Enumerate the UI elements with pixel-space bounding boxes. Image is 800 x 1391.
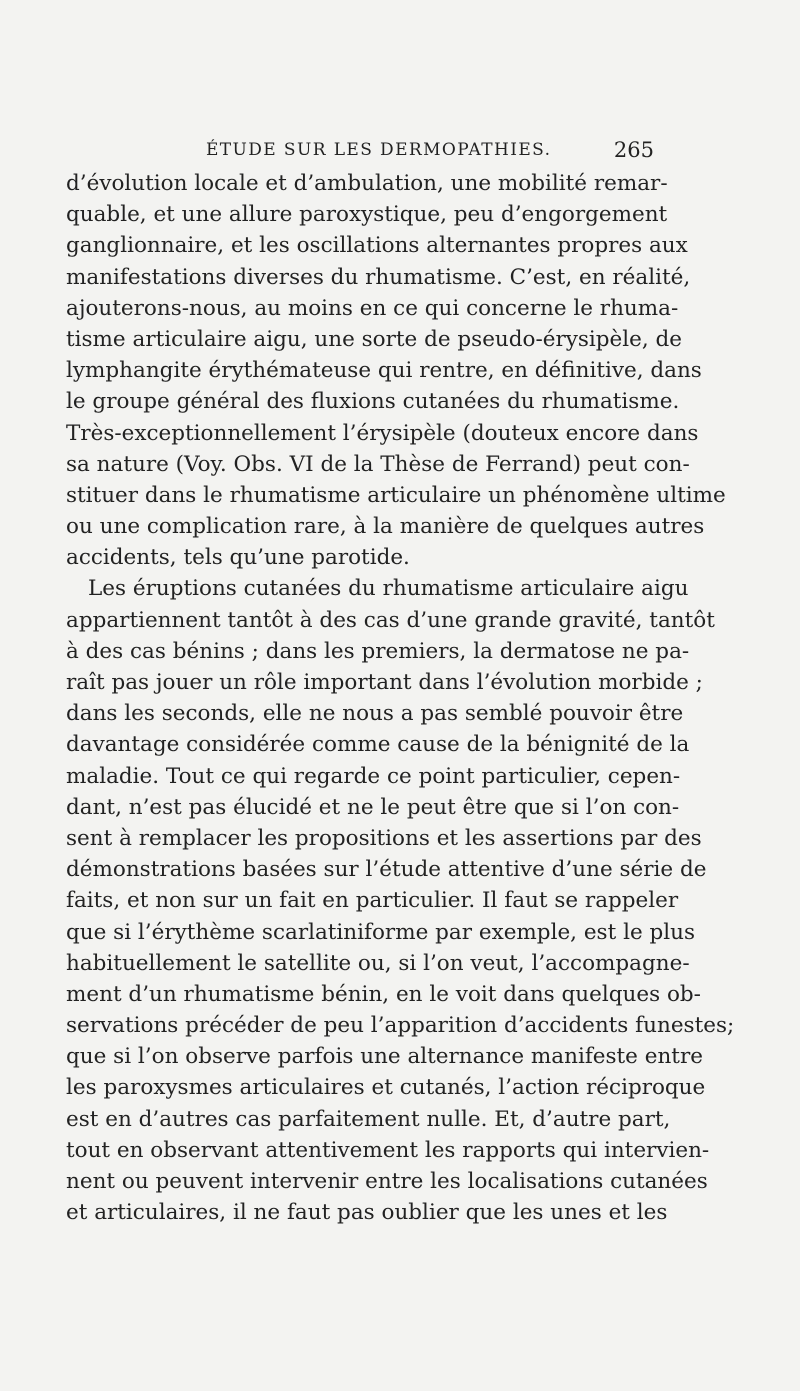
text-line: stituer dans le rhumatisme articulaire un phénomène ultime [66,482,726,508]
text-line: faits, et non sur un fait en particulier. Il faut se rappeler [66,888,679,914]
text-line: ganglionnaire, et les oscillations alternantes propres aux [66,233,688,259]
text-line: et articulaires, il ne faut pas oublier que les unes et les [66,1200,668,1226]
text-line: dant, n’est pas élucidé et ne le peut être que si l’on con- [66,794,680,820]
text-line: que si l’érythème scarlatiniforme par exemple, est le plus [66,919,696,945]
running-title: ÉTUDE SUR LES DERMOPATHIES. [206,140,552,160]
text-line: sa nature (Voy. Obs. VI de la Thèse de Ferrand) peut con- [66,451,690,477]
text-line: nent ou peuvent intervenir entre les localisations cutanées [66,1169,708,1194]
text-line: le groupe général des fluxions cutanées du rhumatisme. [66,389,680,415]
text-line: quable, et une allure paroxystique, peu d’engorgement [66,202,668,228]
text-line: manifestations diverses du rhumatisme. C’est, en réalité, [66,264,691,290]
text-line: ou une complication rare, à la manière de quelques autres [66,514,705,540]
text-line: que si l’on observe parfois une alternance manifeste entre [66,1044,703,1070]
text-line: raît pas jouer un rôle important dans l’évolution morbide ; [66,670,703,695]
text-line: les paroxysmes articulaires et cutanés, l’action réciproque [66,1075,706,1101]
text-line: sent à remplacer les propositions et les assertions par des [66,825,702,851]
text-line: appartiennent tantôt à des cas d’une grande gravité, tantôt [66,607,715,633]
text-line: tout en observant attentivement les rapports qui intervien- [66,1137,710,1163]
text-line: dans les seconds, elle ne nous a pas semblé pouvoir être [66,701,684,727]
text-line: davantage considérée comme cause de la bénignité de la [66,732,690,758]
body-text [66,168,735,1228]
text-line: lymphangite érythémateuse qui rentre, en définitive, dans [66,358,702,384]
text-line: tisme articulaire aigu, une sorte de pseudo-érysipèle, de [66,326,683,352]
text-line: habituellement le satellite ou, si l’on veut, l’accompagne- [66,950,690,976]
text-line: maladie. Tout ce qui regarde ce point particulier, cepen- [66,763,681,789]
text-line: est en d’autres cas parfaitement nulle. Et, d’autre part, [66,1106,671,1132]
text-line: Très-exceptionnellement l’érysipèle (douteux encore dans [66,420,699,446]
page-number: 265 [613,138,654,162]
page-header [66,138,654,168]
text-line: Les éruptions cutanées du rhumatisme articulaire aigu [88,576,689,602]
text-line: démonstrations basées sur l’étude attentive d’une série de [66,857,707,883]
text-line: à des cas bénins ; dans les premiers, la dermatose ne pa- [66,638,690,664]
text-line: d’évolution locale et d’ambulation, une mobilité remar- [66,171,668,196]
text-line: servations précéder de peu l’apparition d’accidents funestes; [66,1013,735,1039]
text-line: accidents, tels qu’une parotide. [66,545,410,571]
text-line: ment d’un rhumatisme bénin, en le voit dans quelques ob- [66,981,701,1007]
text-line: ajouterons-nous, au moins en ce qui concerne le rhuma- [66,295,679,321]
